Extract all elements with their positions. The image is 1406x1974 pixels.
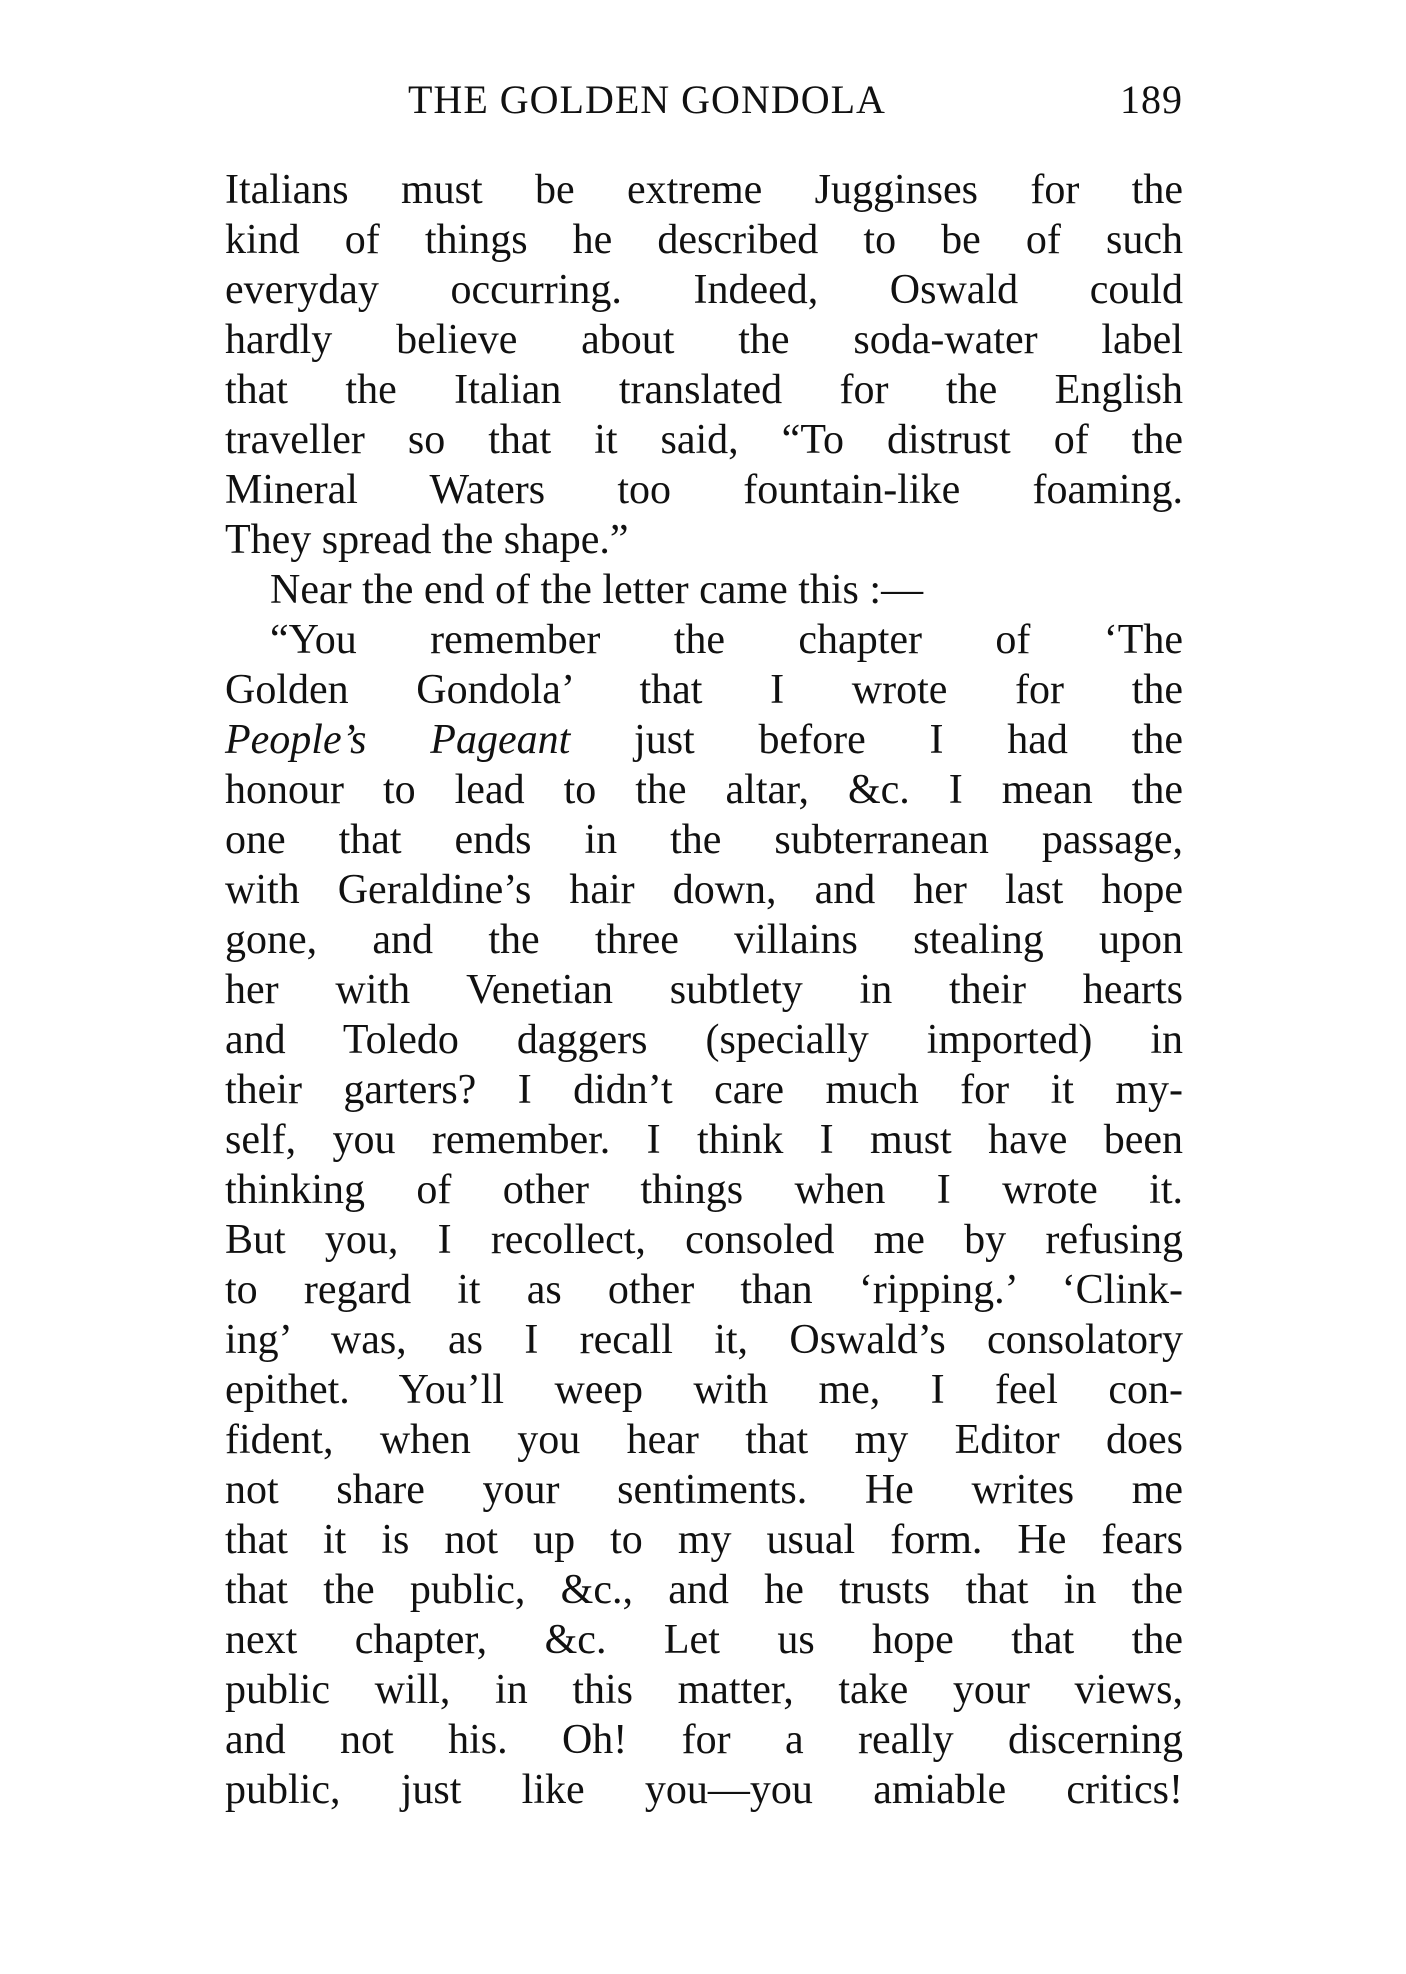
text-line: next chapter, &c. Let us hope that the: [225, 1617, 1183, 1663]
text-line: traveller so that it said, “To distrust of the: [225, 417, 1183, 463]
text-line: self, you remember. I think I must have been: [225, 1117, 1183, 1163]
text-line: honour to lead to the altar, &c. I mean the: [225, 767, 1183, 813]
text-line-italic-title: [225, 715, 1183, 765]
italic-line-rest: just before I had the: [570, 717, 1183, 763]
text-line: not share your sentiments. He writes me: [225, 1467, 1183, 1513]
text-line: fident, when you hear that my Editor does: [225, 1417, 1183, 1463]
text-line: epithet. You’ll weep with me, I feel con-: [225, 1367, 1183, 1413]
text-line: public will, in this matter, take your views,: [225, 1667, 1183, 1713]
text-line: one that ends in the subterranean passage,: [225, 817, 1183, 863]
text-line: “You remember the chapter of ‘The: [270, 617, 1183, 663]
text-line: and not his. Oh! for a really discerning: [225, 1717, 1183, 1763]
running-title: THE GOLDEN GONDOLA: [408, 77, 886, 122]
text-line: kind of things he described to be of such: [225, 217, 1183, 263]
text-line: Italians must be extreme Jugginses for the: [225, 167, 1183, 213]
text-line: Mineral Waters too fountain-like foaming.: [225, 467, 1183, 513]
text-line: that the Italian translated for the English: [225, 367, 1183, 413]
text-line: that it is not up to my usual form. He fears: [225, 1517, 1183, 1563]
text-line: gone, and the three villains stealing upon: [225, 917, 1183, 963]
body-text: [225, 165, 1183, 1815]
text-line: and Toledo daggers (specially imported) in: [225, 1017, 1183, 1063]
text-line: hardly believe about the soda-water label: [225, 317, 1183, 363]
text-line: But you, I recollect, consoled me by refusing: [225, 1217, 1183, 1263]
running-header: [225, 72, 1183, 128]
text-line: that the public, &c., and he trusts that in the: [225, 1567, 1183, 1613]
text-line: their garters? I didn’t care much for it my-: [225, 1067, 1183, 1113]
text-line: her with Venetian subtlety in their hearts: [225, 967, 1183, 1013]
italic-title: People’s Pageant: [225, 717, 571, 763]
text-line: to regard it as other than ‘ripping.’ ‘Clink-: [225, 1267, 1183, 1313]
text-line: Golden Gondola’ that I wrote for the: [225, 667, 1183, 713]
text-line: everyday occurring. Indeed, Oswald could: [225, 267, 1183, 313]
page-number: 189: [1120, 77, 1183, 122]
text-line: Near the end of the letter came this :—: [270, 567, 924, 613]
text-line: thinking of other things when I wrote it.: [225, 1167, 1183, 1213]
text-line: ing’ was, as I recall it, Oswald’s consolatory: [225, 1317, 1183, 1363]
text-line: with Geraldine’s hair down, and her last hope: [225, 867, 1183, 913]
text-line: They spread the shape.”: [225, 517, 629, 563]
text-line: public, just like you—you amiable critics!: [225, 1767, 1183, 1813]
